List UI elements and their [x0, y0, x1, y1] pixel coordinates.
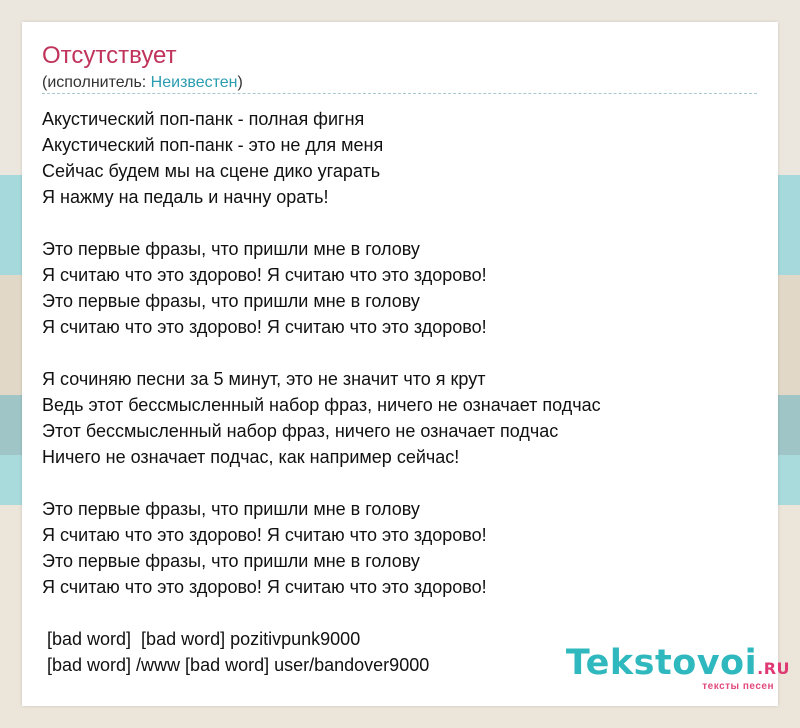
artist-line: [42, 74, 243, 92]
stanza-break: [42, 600, 762, 626]
lyric-line: Это первые фразы, что пришли мне в голову: [42, 291, 420, 311]
logo-tld: .RU: [757, 659, 790, 678]
lyric-line: Ничего не означает подчас, как например сейчас!: [42, 447, 460, 467]
stanza-break: [42, 470, 762, 496]
lyrics-card: [22, 22, 778, 706]
lyrics-text: [42, 106, 762, 678]
divider: [42, 93, 757, 94]
lyric-line: Это первые фразы, что пришли мне в голову: [42, 551, 420, 571]
lyric-line: [bad word] [bad word] pozitivpunk9000: [42, 629, 361, 649]
lyric-line: Акустический поп-панк - полная фигня: [42, 109, 365, 129]
lyric-line: Ведь этот бессмысленный набор фраз, ничего не означает подчас: [42, 395, 601, 415]
site-logo[interactable]: [566, 643, 790, 683]
lyric-line: Это первые фразы, что пришли мне в голову: [42, 239, 420, 259]
logo-tagline: тексты песен: [702, 681, 774, 692]
lyric-line: Акустический поп-панк - это не для меня: [42, 135, 384, 155]
lyric-line: Я считаю что это здорово! Я считаю что это здорово!: [42, 525, 487, 545]
lyric-line: Это первые фразы, что пришли мне в голову: [42, 499, 420, 519]
lyric-line: Я сочиняю песни за 5 минут, это не значит что я крут: [42, 369, 486, 389]
lyric-line: [bad word] /www [bad word] user/bandover9000: [42, 655, 430, 675]
artist-prefix: (исполнитель:: [42, 74, 151, 91]
artist-suffix: ): [237, 74, 243, 91]
lyric-line: Я считаю что это здорово! Я считаю что это здорово!: [42, 265, 487, 285]
artist-link[interactable]: Неизвестен: [150, 74, 238, 91]
song-title: Отсутствует: [42, 42, 177, 69]
lyric-line: Я считаю что это здорово! Я считаю что это здорово!: [42, 577, 487, 597]
stanza-break: [42, 340, 762, 366]
lyric-line: Я считаю что это здорово! Я считаю что это здорово!: [42, 317, 487, 337]
lyric-line: Этот бессмысленный набор фраз, ничего не означает подчас: [42, 421, 559, 441]
lyric-line: Сейчас будем мы на сцене дико угарать: [42, 161, 381, 181]
lyric-line: Я нажму на педаль и начну орать!: [42, 187, 329, 207]
logo-main-text: Tekstovoi: [565, 643, 758, 683]
stanza-break: [42, 210, 762, 236]
